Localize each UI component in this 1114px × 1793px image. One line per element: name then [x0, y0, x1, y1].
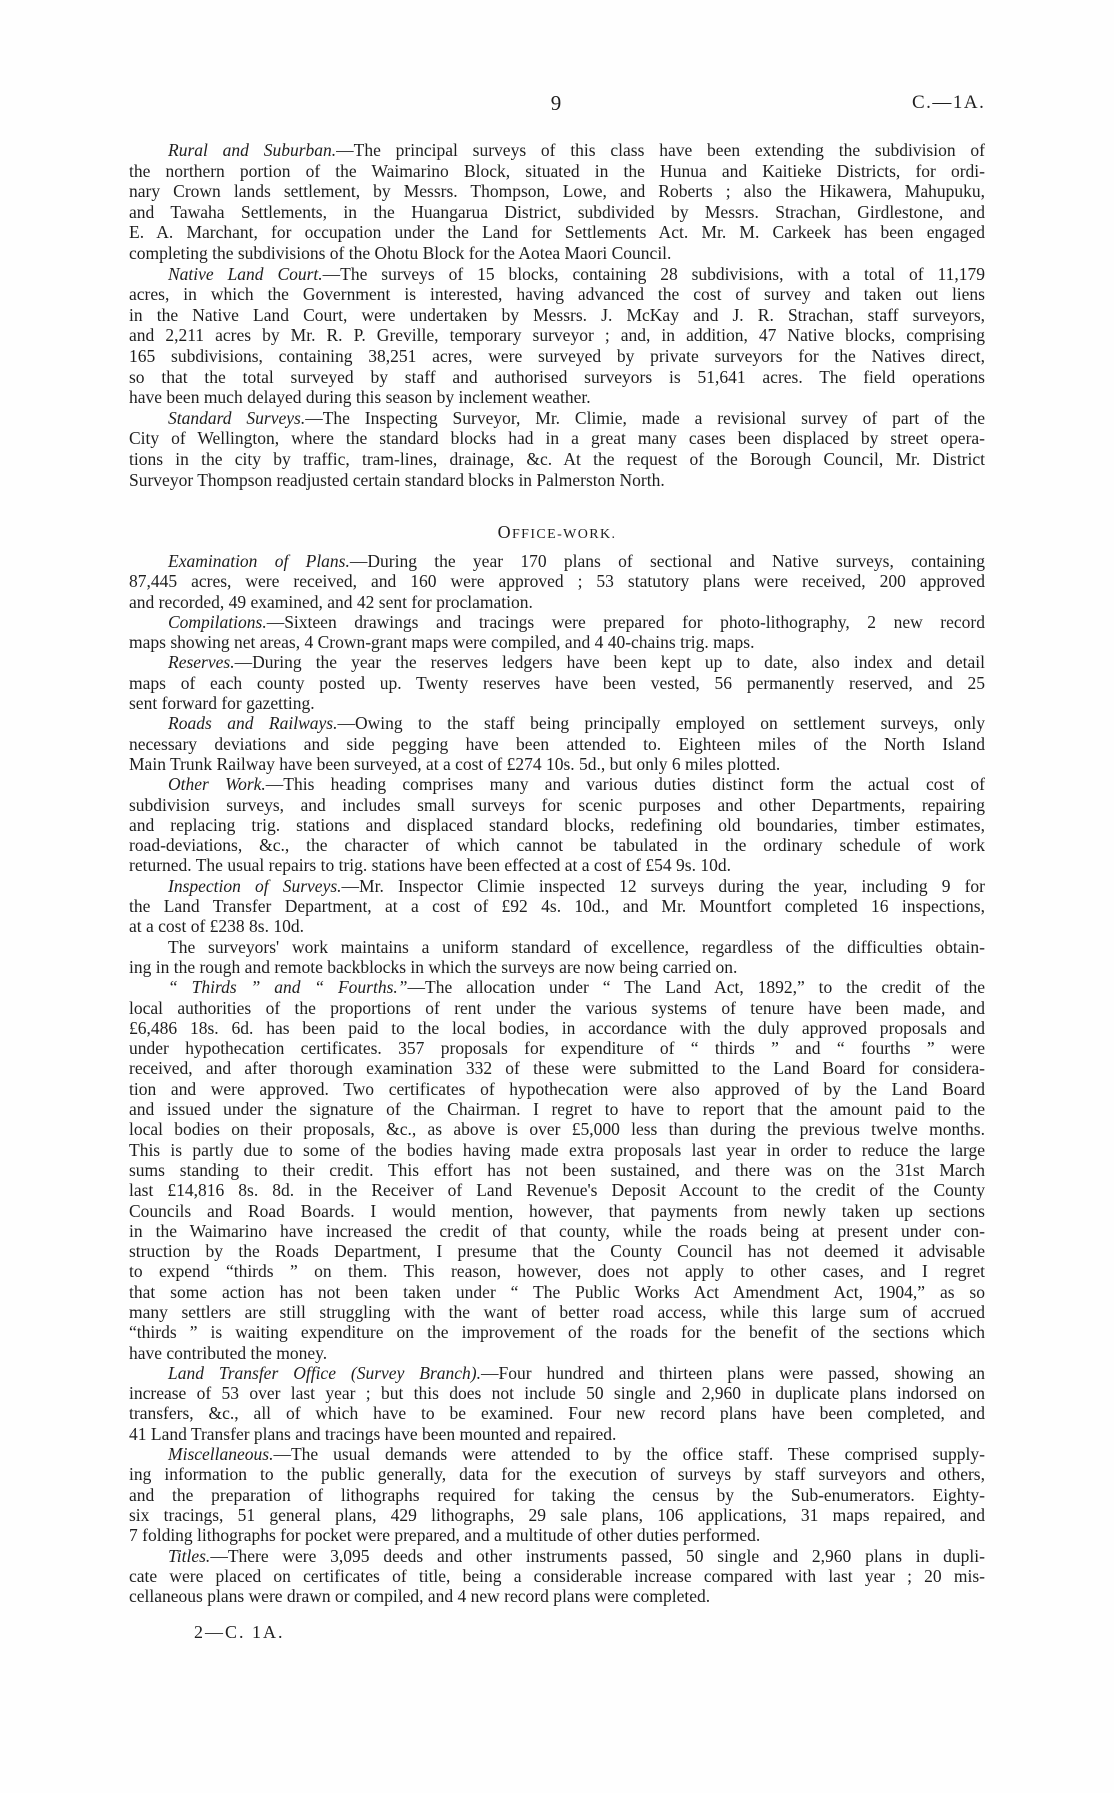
paragraph-line: have been much delayed during this season by inclement weather. [129, 387, 591, 408]
line-text: —Sixteen drawings and tracings were prepared for photo-lithography, 2 new record [266, 611, 985, 632]
paragraph-line [129, 977, 985, 997]
paragraph-line: and issued under the signature of the Chairman. I regret to have to report that the amount paid to the [129, 1099, 985, 1120]
paragraph-land-transfer-office [129, 1363, 985, 1444]
paragraph-line [129, 713, 985, 733]
paragraph-line: that some action has not been taken under “ The Public Works Act Amendment Act, 1904,” as so [129, 1281, 985, 1302]
paragraph-line: The surveyors' work maintains a uniform standard of excellence, regardless of the difficulties obtain- [168, 936, 985, 957]
line-text: —Owing to the staff being principally employed on settlement surveys, only [337, 713, 985, 734]
paragraph-line [129, 652, 985, 672]
paragraph-surveyors-work [129, 937, 985, 978]
paragraph-line: six tracings, 51 general plans, 429 lithographs, 29 sale plans, 106 applications, 31 maps repaired, and [129, 1504, 985, 1525]
paragraph-lead: Roads and Railways. [168, 713, 338, 734]
paragraph-line: and Tawaha Settlements, in the Huangarua District, subdivided by Messrs. Strachan, Girdlestone, and [129, 201, 985, 222]
paragraph-line: sent forward for gazetting. [129, 693, 315, 714]
paragraph-line: “thirds ” is waiting expenditure on the improvement of the roads for the benefit of the sections which [129, 1322, 985, 1343]
paragraph-line: under hypothecation certificates. 357 proposals for expenditure of “ thirds ” and “ fourths ” were [129, 1038, 985, 1059]
paragraph-line: City of Wellington, where the standard blocks had in a great many cases been displaced by street opera- [129, 428, 985, 449]
paragraph-lead: Native Land Court. [168, 263, 323, 284]
paragraph-lead: Rural and Suburban. [168, 140, 337, 160]
paragraph-lead: Compilations. [168, 611, 267, 632]
paragraph-line: ing information to the public generally, data for the execution of surveys by staff surveyors and others, [129, 1464, 985, 1485]
paragraph-line [129, 1363, 985, 1383]
paragraph-lead: Examination of Plans. [168, 551, 350, 571]
paragraph-line [129, 876, 985, 896]
paragraph-lead: Standard Surveys. [168, 407, 306, 428]
paragraph-line: 7 folding lithographs for pocket were prepared, and a multitude of other duties performed. [129, 1525, 761, 1546]
paragraph-line [129, 408, 985, 429]
paragraph-line: tions in the city by traffic, tram-lines, drainage, &c. At the request of the Borough Council, Mr. District [129, 448, 985, 469]
paragraph-line: acres, in which the Government is interested, having advanced the cost of survey and taken out liens [129, 284, 985, 305]
paragraph-line [129, 612, 985, 632]
line-text: —The allocation under “ The Land Act, 1892,” to the credit of the [407, 977, 985, 998]
paragraph-line [129, 1444, 985, 1464]
paragraph-line: returned. The usual repairs to trig. stations have been effected at a cost of £54 9s. 10d. [129, 855, 731, 876]
paragraph-line: and the preparation of lithographs required for taking the census by the Sub-enumerators. Eighty- [129, 1484, 985, 1505]
paragraph-line: 87,445 acres, were received, and 160 were approved ; 53 statutory plans were received, 200 approved [129, 571, 985, 592]
paragraph-line: cate were placed on certificates of title, being a considerable increase compared with last year ; 20 mis- [129, 1565, 985, 1586]
paragraph-rural-and-suburban [129, 140, 985, 264]
paragraph-line: Councils and Road Boards. I would mention, however, that payments from newly taken up sections [129, 1200, 985, 1221]
line-text: —The Inspecting Surveyor, Mr. Climie, made a revisional survey of part of the [305, 407, 985, 428]
office-work-text-block [129, 551, 985, 1606]
paragraph-line [129, 1546, 985, 1566]
paragraph-line: so that the total surveyed by staff and authorised surveyors is 51,641 acres. The field operations [129, 366, 985, 387]
paragraph-line: have contributed the money. [129, 1342, 328, 1363]
paragraph-titles [129, 1546, 985, 1607]
paragraph-lead: Titles. [168, 1545, 211, 1566]
paragraph-line: struction by the Roads Department, I presume that the County Council has not deemed it advisable [129, 1241, 985, 1262]
paragraph-lead: Other Work. [168, 774, 266, 795]
paragraph-line: received, and after thorough examination 332 of these were submitted to the Land Board for considera- [129, 1058, 985, 1079]
signature-mark: 2—C. 1A. [194, 1622, 285, 1642]
paragraph-line: maps of each county posted up. Twenty reserves have been vested, 56 permanently reserved, and 25 [129, 672, 985, 693]
paragraph-line: completing the subdivisions of the Ohotu Block for the Aotea Maori Council. [129, 242, 672, 263]
page-number: 9 [550, 91, 562, 115]
paragraph-line: maps showing net areas, 4 Crown-grant maps were compiled, and 4 40-chains trig. maps. [129, 632, 755, 653]
paragraph-line: cellaneous plans were drawn or compiled, and 4 new record plans were completed. [129, 1586, 711, 1607]
paragraph-lead: Land Transfer Office (Survey Branch). [168, 1362, 482, 1383]
line-text: —Four hundred and thirteen plans were passed, showing an [481, 1362, 985, 1383]
paragraph-other-work [129, 774, 985, 875]
paragraph-line: local bodies on their proposals, &c., as above is over £5,000 less than during the previous twelve months. [129, 1119, 985, 1140]
line-text: —Mr. Inspector Climie inspected 12 surveys during the year, including 9 for [341, 875, 986, 896]
paragraph-line: Surveyor Thompson readjusted certain standard blocks in Palmerston North. [129, 469, 665, 490]
paragraph-line: in the Waimarino have increased the credit of that county, while the roads being at present under con- [129, 1220, 985, 1241]
paragraph-compilations [129, 612, 985, 653]
line-text: —The principal surveys of this class have been extending the subdivision of [336, 140, 985, 160]
paragraph-line [129, 264, 985, 285]
paragraph-native-land-court [129, 264, 985, 408]
paragraph-line: many settlers are still struggling with the want of better road access, while this large sum of accrued [129, 1301, 985, 1322]
paragraph-line [129, 140, 985, 161]
paragraph-miscellaneous [129, 1444, 985, 1545]
paragraph-reserves [129, 652, 985, 713]
line-text: —There were 3,095 deeds and other instruments passed, 50 single and 2,960 plans in dupli- [210, 1545, 985, 1566]
paragraph-line: nary Crown lands settlement, by Messrs. Thompson, Lowe, and Roberts ; also the Hikawera, Mahupuku, [129, 181, 985, 202]
paragraph-line: necessary deviations and side pegging have been attended to. Eighteen miles of the North Island [129, 733, 985, 754]
paragraph-line: ing in the rough and remote backblocks in which the surveys are now being carried on. [129, 956, 738, 977]
paragraph-line: and replacing trig. stations and displaced standard blocks, redefining old boundaries, timber estimates, [129, 814, 985, 835]
paragraph-line: the northern portion of the Waimarino Block, situated in the Hunua and Kaitieke Districts, for ordi- [129, 160, 985, 181]
paragraph-standard-surveys [129, 408, 985, 490]
paragraph-line: This is partly due to some of the bodies having made extra proposals last year in order to reduce the large [129, 1139, 985, 1160]
paragraph-inspection-of-surveys [129, 876, 985, 937]
survey-text-block [129, 140, 985, 490]
paragraph-line: subdivision surveys, and includes small surveys for scenic purposes and other Departments, repairing [129, 794, 985, 815]
paragraph-lead: Reserves. [168, 652, 235, 673]
paragraph-line: at a cost of £238 8s. 10d. [129, 916, 304, 937]
paragraph-line: road-deviations, &c., the character of which cannot be tabulated in the ordinary schedule of work [129, 835, 985, 856]
paragraph-line: E. A. Marchant, for occupation under the Land for Settlements Act. Mr. M. Carkeek has been engaged [129, 222, 985, 243]
line-text: —The usual demands were attended to by the office staff. These comprised supply- [273, 1444, 985, 1465]
paragraph-line: last £14,816 8s. 8d. in the Receiver of Land Revenue's Deposit Account to the credit of the County [129, 1180, 985, 1201]
paragraph-line: local authorities of the proportions of rent under the various systems of tenure have been made, and [129, 997, 985, 1018]
line-text: —During the year the reserves ledgers have been kept up to date, also index and detail [234, 652, 985, 673]
paragraph-lead: “ Thirds ” and “ Fourths.” [168, 977, 408, 998]
paragraph-line: transfers, &c., all of which have to be examined. Four new record plans have been completed, and [129, 1403, 985, 1424]
paragraph-line: increase of 53 over last year ; but this does not include 50 single and 2,960 in duplicate plans indorsed on [129, 1383, 985, 1404]
paragraph-line: to expend “thirds ” on them. This reason, however, does not apply to other cases, and I regret [129, 1261, 985, 1282]
paragraph-line [129, 774, 985, 794]
section-heading: OFFICE-WORK. [497, 522, 617, 542]
paragraph-line: Main Trunk Railway have been surveyed, at a cost of £274 10s. 5d., but only 6 miles plotted. [129, 753, 781, 774]
paragraph-line: tion and were approved. Two certificates of hypothecation were also approved of by the Land Board [129, 1078, 985, 1099]
paragraph-line: sums standing to their credit. This effort has not been sustained, and there was on the 31st March [129, 1159, 985, 1180]
paragraph-roads-and-railways [129, 713, 985, 774]
paragraph-line: and recorded, 49 examined, and 42 sent for proclamation. [129, 591, 533, 612]
paragraph-line: 165 subdivisions, containing 38,251 acres, were surveyed by private surveyors for the Natives direct, [129, 345, 985, 366]
line-text: —During the year 170 plans of sectional and Native surveys, containing [349, 551, 985, 571]
paragraph-line: 41 Land Transfer plans and tracings have been mounted and repaired. [129, 1423, 617, 1444]
report-reference: C.—1A. [912, 92, 986, 113]
paragraph-lead: Inspection of Surveys. [168, 875, 342, 896]
paragraph-line: £6,486 18s. 6d. has been paid to the local bodies, in accordance with the duly approved proposals and [129, 1017, 985, 1038]
line-text: —The surveys of 15 blocks, containing 28 subdivisions, with a total of 11,179 [322, 263, 985, 284]
paragraph-line: and 2,211 acres by Mr. R. P. Greville, temporary surveyor ; and, in addition, 47 Native blocks, comprising [129, 325, 985, 346]
paragraph-lead: Miscellaneous. [168, 1444, 274, 1465]
paragraph-line: in the Native Land Court, were undertaken by Messrs. J. McKay and J. R. Strachan, staff surveyors, [129, 304, 985, 325]
paragraph-line [129, 551, 985, 571]
paragraph-thirds-and-fourths [129, 977, 985, 1363]
paragraph-examination-of-plans [129, 551, 985, 612]
paragraph-line: the Land Transfer Department, at a cost of £92 4s. 10d., and Mr. Mountfort completed 16 inspections, [129, 896, 985, 917]
line-text: —This heading comprises many and various duties distinct form the actual cost of [265, 774, 985, 795]
